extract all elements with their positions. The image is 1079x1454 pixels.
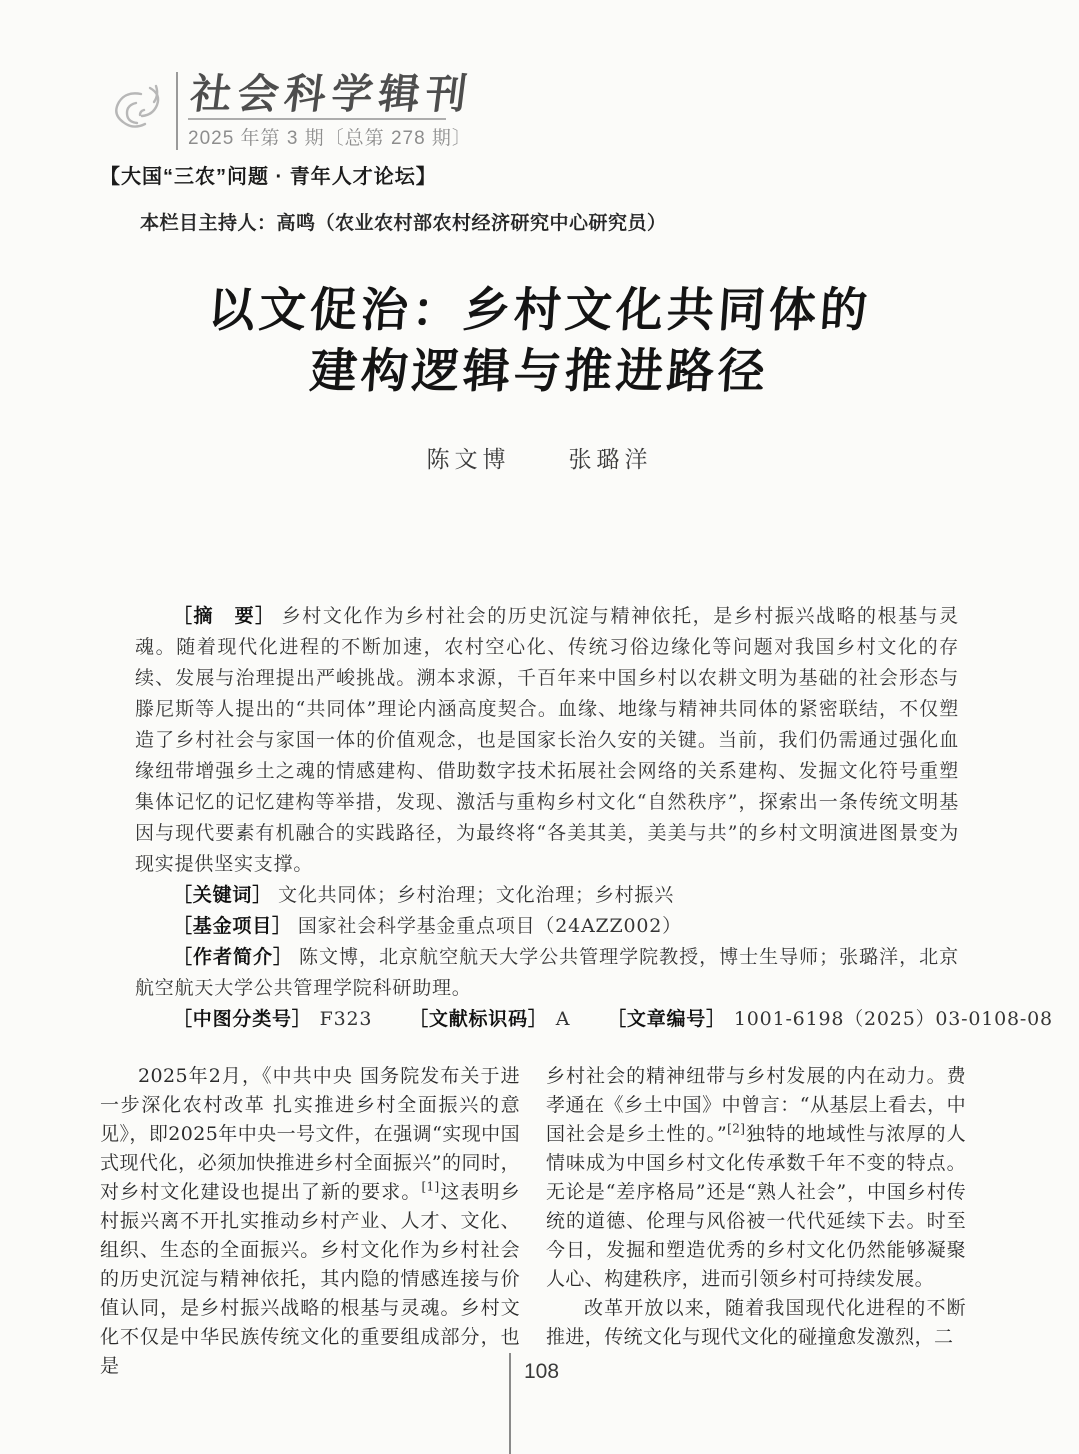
masthead-text: [176, 70, 476, 150]
classification-line: [135, 1004, 1053, 1035]
clc-value: F323: [319, 1008, 373, 1030]
journal-seal-icon: [110, 80, 170, 142]
keywords-line: [135, 880, 959, 911]
article-title-line2: 建构逻辑与推进路径: [308, 344, 771, 399]
clc-pair: [173, 1008, 372, 1030]
fund-label: ［基金项目］: [173, 916, 292, 937]
doc-code-label: ［文献标识码］: [409, 1009, 548, 1030]
fund-line: [135, 911, 959, 942]
author-bio-label: ［作者简介］: [173, 947, 294, 968]
journal-masthead: [110, 70, 476, 150]
column-section-title: 【大国“三农”问题 · 青年人才论坛】: [100, 166, 437, 188]
doc-code-value: A: [555, 1008, 571, 1030]
keywords-label: ［关键词］: [173, 885, 273, 906]
fund-text: 国家社会科学基金重点项目（24AZZ002）: [297, 915, 682, 937]
article-id-pair: [607, 1008, 1053, 1030]
author-name: 张璐洋: [568, 447, 653, 473]
footer-rule: [509, 1353, 511, 1454]
article-body: [100, 1062, 966, 1381]
journal-issue: 2025 年第 3 期〔总第 278 期〕: [188, 118, 446, 150]
body-column-left: [100, 1062, 520, 1381]
abstract-label: ［摘 要］: [173, 606, 276, 627]
body-column-right: [546, 1062, 966, 1381]
doc-code-pair: [409, 1008, 570, 1030]
abstract-text: 乡村文化作为乡村社会的历史沉淀与精神依托，是乡村振兴战略的根基与灵魂。随着现代化进程的不断加速，农村空心化、传统习俗边缘化等问题对我国乡村文化的存续、发展与治理提出严峻挑战。溯本求源，千百年来中国乡村以农耕文明为基础的社会形态与滕尼斯等人提出的“共同体”理论内涵高度契合。血缘、地缘与精神共同体的紧密联结，不仅塑造了乡村社会与家国一体的价值观念，也是国家长治久安的关键。当前，我们仍需通过强化血缘纽带增强乡土之魂的情感建构、借助数字技术拓展社会网络的关系建构、发掘文化符号重塑集体记忆的记忆建构等举措，发现、激活与重构乡村文化“自然秩序”，探索出一条传统文明基因与现代要素有机融合的实践路径，为最终将“各美其美，美美与共”的乡村文明演进图景变为现实提供坚实支撑。: [135, 605, 959, 875]
column-host-line: 本栏目主持人：高鸣（农业农村部农村经济研究中心研究员）: [140, 213, 667, 234]
clc-label: ［中图分类号］: [173, 1009, 312, 1030]
body-paragraph: 改革开放以来，随着我国现代化进程的不断推进，传统文化与现代文化的碰撞愈发激烈，二: [546, 1297, 966, 1348]
author-line: [0, 441, 1079, 474]
body-paragraph: 2025年2月，《中共中央 国务院发布关于进一步深化农村改革 扎实推进乡村全面振兴的意见》，即2025年中央一号文件，在强调“实现中国式现代化，必须加快推进乡村全面振兴”的同时，对乡村文化建设也提出了新的要求。[1]这表明乡村振兴离不开扎实推动乡村产业、人才、文化、组织、生态的全面振兴。乡村文化作为乡村社会的历史沉淀与精神依托，其内隐的情感连接与价值认同，是乡村振兴战略的根基与灵魂。乡村文化不仅是中华民族传统文化的重要组成部分，也是: [100, 1065, 520, 1377]
page-number: 108: [524, 1360, 560, 1383]
abstract-paragraph: [135, 601, 959, 880]
article-title-line1: 以文促治：乡村文化共同体的: [206, 283, 873, 338]
article-id-value: 1001-6198（2025）03-0108-08: [733, 1008, 1053, 1030]
keywords-text: 文化共同体；乡村治理；文化治理；乡村振兴: [278, 884, 675, 906]
author-name: 陈文博: [426, 447, 511, 473]
body-paragraph: 乡村社会的精神纽带与乡村发展的内在动力。费孝通在《乡土中国》中曾言：“从基层上看去，中国社会是乡土性的。”[2]独特的地域性与浓厚的人情味成为中国乡村文化传承数千年不变的特点。无论是“差序格局”还是“熟人社会”，中国乡村传统的道德、伦理与风俗被一代代延续下去。时至今日，发掘和塑造优秀的乡村文化仍然能够凝聚人心、构建秩序，进而引领乡村可持续发展。: [546, 1065, 967, 1290]
article-id-label: ［文章编号］: [607, 1009, 726, 1030]
author-bio-line: [135, 942, 959, 1004]
author-bio-text: 陈文博，北京航空航天大学公共管理学院教授，博士生导师；张璐洋，北京航空航天大学公共管理学院科研助理。: [135, 946, 959, 999]
journal-name: 社会科学辑刊: [187, 70, 476, 118]
article-title: [0, 280, 1079, 402]
article-meta-block: [135, 601, 1053, 1035]
